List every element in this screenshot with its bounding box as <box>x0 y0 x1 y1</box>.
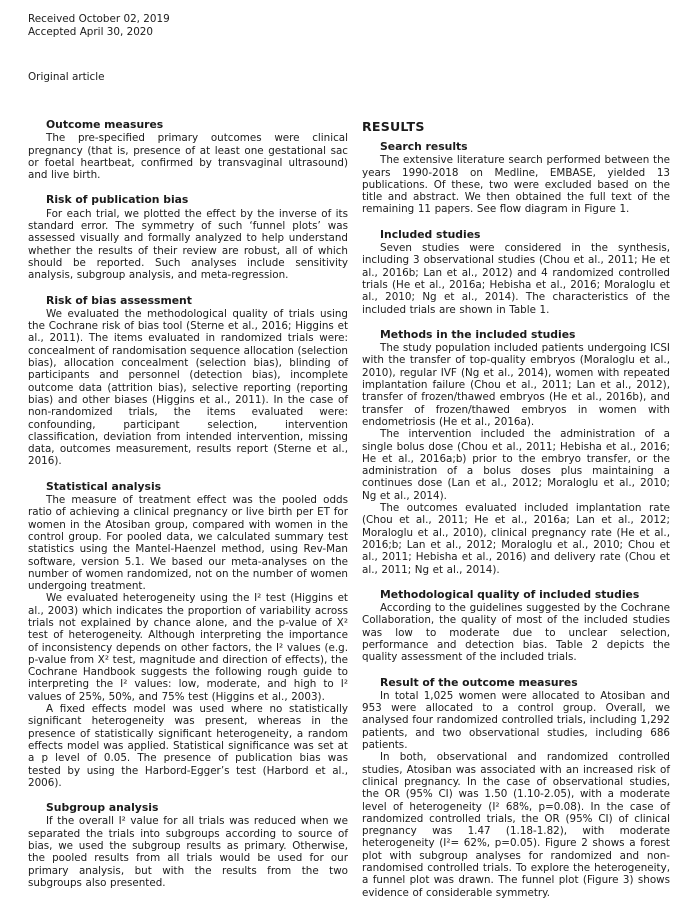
paragraph: A fixed effects model was used where no statistically significant heterogeneity was present, whereas in the presence of statistically significant heterogeneity, a random effects model was applied. Statistical significance was set at a p level of 0.05. The presence of publication bias was tested by using the Harbord-Egger’s test (Harbord et al., 2006). <box>28 703 348 789</box>
article-section <box>28 802 348 889</box>
article-section <box>28 481 348 789</box>
article-section <box>362 329 670 576</box>
article-section <box>28 295 348 468</box>
paragraph: Seven studies were considered in the synthesis, including 3 observational studies (Chou et al., 2011; He et al., 2016b; Lan et al., 2012) and 4 randomized controlled trials (He et al., 2016a; Hebisha et al., 2016; Moraloglu et al., 2010; Ng et al., 2014). The characteristics of the included trials are shown in Table 1. <box>362 242 670 316</box>
accepted-date: Accepted April 30, 2020 <box>28 26 154 38</box>
paragraph: We evaluated heterogeneity using the I² test (Higgins et al., 2003) which indicates the proportion of variability across trials not explained by chance alone, and the p-value of X² test of heterogeneity. Although interpreting the importance of inconsistency depends on other factors, the I² values (e.g. p-value from X² test, magnitude and direction of effects), the Cochrane Handbook suggests the following rough guide to interpreting the I² values: low, moderate, and high to I² values of 25%, 50%, and 75% test (Higgins et al., 2003). <box>28 592 348 703</box>
article-section <box>362 141 670 216</box>
article-section <box>362 589 670 664</box>
paragraph: For each trial, we plotted the effect by the inverse of its standard error. The symmetry of such ‘funnel plots’ was assessed visually and formally analyzed to help understand whether the results of their review are robust, all of which should be reported. Such analyses include sensitivity analysis, subgroup analysis, and meta-regression. <box>28 207 348 282</box>
two-column-body <box>28 119 670 899</box>
right-column <box>362 119 670 899</box>
article-section <box>362 229 670 316</box>
section-heading: Subgroup analysis <box>46 801 159 815</box>
section-heading: Methods in the included studies <box>380 327 576 341</box>
paragraph: We evaluated the methodological quality of trials using the Cochrane risk of bias tool (Sterne et al., 2016; Higgins et al., 2011). The items evaluated in randomized trials were: concealment of randomisation sequence allocation (selection bias), allocation concealment (selection bias), blinding of participants and personnel (detection bias), incomplete outcome data (attrition bias), selective reporting (reporting bias) and other biases (Higgins et al., 2011). In the case of non-randomized trials, the items evaluated were: confounding, participant selection, intervention classification, deviation from intended intervention, missing data, outcomes measurement, results report (Sterne et al., 2016). <box>28 307 348 468</box>
article-section <box>362 677 670 899</box>
article-section <box>28 194 348 281</box>
paragraph: In both, observational and randomized controlled studies, Atosiban was associated with an increased risk of clinical pregnancy. In the case of observational studies, the OR (95% CI) was 1.50 (1.10-2.05), with a moderate level of heterogeneity (I² 68%, p=0.08). In the case of randomized controlled trials, the OR (95% CI) of clinical pregnancy was 1.47 (1.18-1.82), with moderate heterogeneity (I²= 62%, p=0.05). Figure 2 shows a forest plot with subgroup analyses for randomized and non-randomised controlled trials. To explore the heterogeneity, a funnel plot was drawn. The funnel plot (Figure 3) shows evidence of considerable symmetry. <box>362 751 670 899</box>
paragraph: According to the guidelines suggested by the Cochrane Collaboration, the quality of most of the included studies was low to moderate due to unclear selection, performance and detection bias. Table 2 depicts the quality assessment of the included trials. <box>362 602 670 664</box>
section-heading: Risk of bias assessment <box>46 293 192 307</box>
results-section-title: RESULTS <box>362 119 425 134</box>
paragraph: The extensive literature search performed between the years 1990-2018 on Medline, EMBASE, yielded 13 publications. Of these, two were excluded based on the title and abstract. We then obtained the full text of the remaining 11 papers. See flow diagram in Figure 1. <box>362 154 670 216</box>
paragraph: If the overall I² value for all trials was reduced when we separated the trials into subgroups according to source of bias, we used the subgroup results as primary. Otherwise, the pooled results from all trials would be used for our primary analysis, but with the results from the two subgroups also presented. <box>28 815 348 889</box>
section-heading: Result of the outcome measures <box>380 675 578 689</box>
section-heading: Included studies <box>380 227 481 241</box>
paragraph: The intervention included the administration of a single bolus dose (Chou et al., 2011; Hebisha et al., 2016; He et al., 2016a;b) prior to the embryo transfer, or the administration of a bolus doses plus maintaining a continues dose (Lan et al., 2012; Moraloglu et al., 2010; Ng et al., 2014). <box>362 428 670 502</box>
section-heading: Search results <box>380 140 468 153</box>
paragraph: The study population included patients undergoing ICSI with the transfer of top-quality embryos (Moraloglu et al., 2010), regular IVF (Ng et al., 2014), women with repeated implantation failure (Chou et al., 2011; Lan et al., 2012), transfer of frozen/thawed embryos (He et al., 2016b), and transfer of frozen/thawed embryos in women with endometriosis (He et al., 2016a). <box>362 342 670 428</box>
paragraph: The outcomes evaluated included implantation rate (Chou et al., 2011; He et al., 2016a; Lan et al., 2012; Moraloglu et al., 2010), clinical pregnancy rate (He et al., 2016;b; Lan et al., 2012; Moraloglu et al., 2010; Chou et al., 2011; Hebisha et al., 2016) and delivery rate (Chou et al., 2011; Ng et al., 2014). <box>362 502 670 576</box>
received-date: Received October 02, 2019 <box>28 13 170 25</box>
paragraph: In total 1,025 women were allocated to Atosiban and 953 were allocated to a control group. Overall, we analysed four randomized controlled trials, including 1,292 patients, and two observational studies, including 686 patients. <box>362 689 670 752</box>
article-type-label: Original article <box>28 71 105 83</box>
section-heading: Statistical analysis <box>46 479 162 493</box>
paragraph: The pre-specified primary outcomes were clinical pregnancy (that is, presence of at least one gestational sac or foetal heartbeat, confirmed by transvaginal ultrasound) and live birth. <box>28 132 348 182</box>
paragraph: The measure of treatment effect was the pooled odds ratio of achieving a clinical pregnancy or live birth per ET for women in the Atosiban group, compared with women in the control group. For pooled data, we calculated summary test statistics using the Mantel-Haenzel method, using Rev-Man software, version 5.1. We based our meta-analyses on the number of women randomized, not on the number of women undergoing treatment. <box>28 494 348 593</box>
right-column-sections <box>362 141 670 899</box>
article-section <box>28 119 348 181</box>
section-heading: Methodological quality of included studies <box>380 587 640 601</box>
section-heading: Risk of publication bias <box>46 193 189 207</box>
left-column <box>28 119 348 899</box>
section-heading: Outcome measures <box>46 118 164 131</box>
manuscript-dates <box>28 13 670 39</box>
